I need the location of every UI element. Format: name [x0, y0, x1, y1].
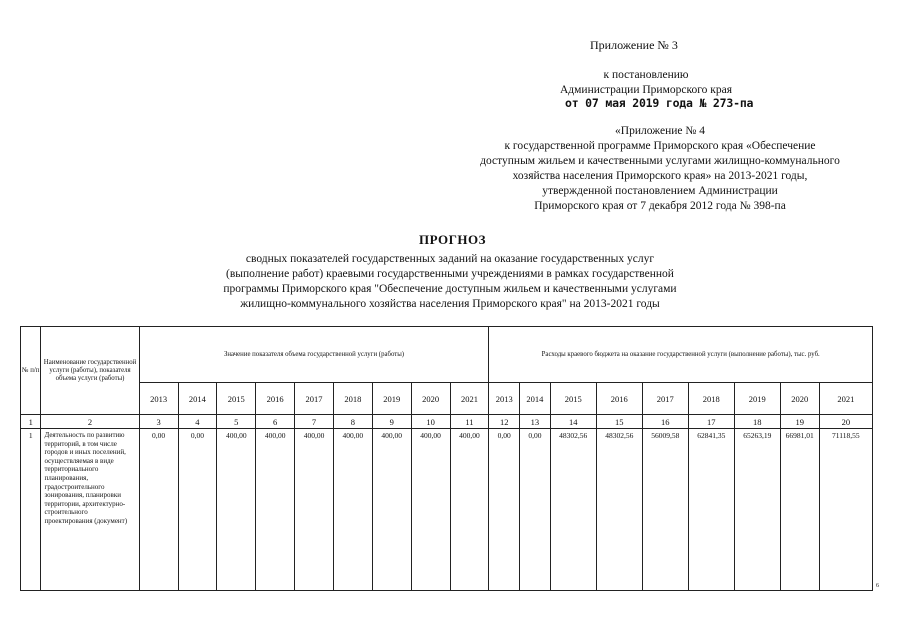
- column-number: 17: [688, 415, 734, 429]
- column-number: 1: [21, 415, 41, 429]
- column-number: 12: [489, 415, 520, 429]
- forecast-table: [20, 326, 873, 591]
- column-number: 15: [596, 415, 642, 429]
- column-number: 9: [372, 415, 411, 429]
- volume-value: 400,00: [450, 429, 489, 591]
- table-year-row: [21, 383, 873, 415]
- column-number: 10: [411, 415, 450, 429]
- year-header-budget: 2017: [642, 383, 688, 415]
- year-header-volume: 2014: [178, 383, 217, 415]
- column-number: 3: [139, 415, 178, 429]
- column-number: 2: [41, 415, 139, 429]
- resolution-line-2: Администрации Приморского края: [560, 84, 732, 96]
- service-name: Деятельность по развитию территорий, в том числе городов и иных поселений, осуществляемая в виде территориального планирования, градостроительного зонирования, планировки территории, архитектурно-строительного проектирования (документ): [41, 429, 139, 591]
- row-number: 1: [21, 429, 41, 591]
- volume-value: 400,00: [295, 429, 334, 591]
- budget-value: 71118,55: [819, 429, 872, 591]
- year-header-budget: 2020: [780, 383, 819, 415]
- group-header-budget: Расходы краевого бюджета на оказание государственной услуги (выполнение работы), тыс. руб.: [489, 327, 873, 383]
- budget-value: 48302,56: [550, 429, 596, 591]
- appendix-4-reference: [440, 124, 880, 214]
- year-header-volume: 2018: [333, 383, 372, 415]
- year-header-budget: 2019: [734, 383, 780, 415]
- column-number: 13: [520, 415, 551, 429]
- appendix-4-line: «Приложение № 4: [615, 125, 705, 137]
- volume-value: 400,00: [256, 429, 295, 591]
- resolution-line-1: к постановлению: [603, 69, 689, 81]
- document-subtitle: [140, 252, 760, 312]
- year-header-budget: 2018: [688, 383, 734, 415]
- appendix-3-label: Приложение № 3: [590, 38, 678, 52]
- appendix-4-line: доступным жильем и качественными услугами жилищно-коммунального: [480, 155, 840, 167]
- table-column-number-row: [21, 415, 873, 429]
- budget-value: 0,00: [489, 429, 520, 591]
- volume-value: 400,00: [411, 429, 450, 591]
- subtitle-line: сводных показателей государственных заданий на оказание государственных услуг: [245, 253, 655, 265]
- volume-value: 400,00: [333, 429, 372, 591]
- year-header-budget: 2021: [819, 383, 872, 415]
- column-number: 5: [217, 415, 256, 429]
- column-number: 8: [333, 415, 372, 429]
- column-number: 4: [178, 415, 217, 429]
- budget-value: 56009,58: [642, 429, 688, 591]
- table-row: [21, 429, 873, 591]
- resolution-reference: [560, 68, 732, 98]
- volume-value: 0,00: [139, 429, 178, 591]
- year-header-volume: 2017: [295, 383, 334, 415]
- volume-value: 400,00: [372, 429, 411, 591]
- year-header-budget: 2015: [550, 383, 596, 415]
- column-number: 11: [450, 415, 489, 429]
- group-header-volume: Значение показателя объема государственной услуги (работы): [139, 327, 489, 383]
- table-header-row: [21, 327, 873, 383]
- budget-value: 65263,19: [734, 429, 780, 591]
- year-header-volume: 2020: [411, 383, 450, 415]
- year-header-budget: 2016: [596, 383, 642, 415]
- budget-value: 62841,35: [688, 429, 734, 591]
- year-header-volume: 2021: [450, 383, 489, 415]
- year-header-budget: 2014: [520, 383, 551, 415]
- appendix-4-line: к государственной программе Приморского края «Обеспечение: [504, 140, 816, 152]
- column-number: 19: [780, 415, 819, 429]
- subtitle-line: программы Приморского края "Обеспечение доступным жильем и качественными услугами: [223, 283, 677, 295]
- column-number: 20: [819, 415, 872, 429]
- appendix-4-line: утвержденной постановлением Администрации: [542, 185, 778, 197]
- subtitle-line: жилищно-коммунального хозяйства населения Приморского края" на 2013-2021 годы: [240, 298, 660, 310]
- column-number: 7: [295, 415, 334, 429]
- column-number: 6: [256, 415, 295, 429]
- budget-value: 66981,01: [780, 429, 819, 591]
- volume-value: 400,00: [217, 429, 256, 591]
- column-number: 14: [550, 415, 596, 429]
- column-header-number: № п/п: [21, 327, 41, 415]
- year-header-volume: 2015: [217, 383, 256, 415]
- appendix-4-line: хозяйства населения Приморского края» на 2013-2021 годы,: [512, 170, 808, 182]
- subtitle-line: (выполнение работ) краевыми государственными учреждениями в рамках государственной: [226, 268, 674, 280]
- resolution-date-stamp: от 07 мая 2019 года № 273-па: [565, 96, 754, 110]
- page-marker: 6: [876, 583, 879, 589]
- appendix-4-line: Приморского края от 7 декабря 2012 года № 398-па: [534, 200, 786, 212]
- budget-value: 0,00: [520, 429, 551, 591]
- year-header-volume: 2016: [256, 383, 295, 415]
- column-number: 16: [642, 415, 688, 429]
- year-header-volume: 2013: [139, 383, 178, 415]
- column-number: 18: [734, 415, 780, 429]
- document-title: ПРОГНОЗ: [419, 232, 486, 247]
- year-header-budget: 2013: [489, 383, 520, 415]
- column-header-name: Наименование государственной услуги (работы), показателя объема услуги (работы): [41, 327, 139, 415]
- volume-value: 0,00: [178, 429, 217, 591]
- year-header-volume: 2019: [372, 383, 411, 415]
- budget-value: 48302,56: [596, 429, 642, 591]
